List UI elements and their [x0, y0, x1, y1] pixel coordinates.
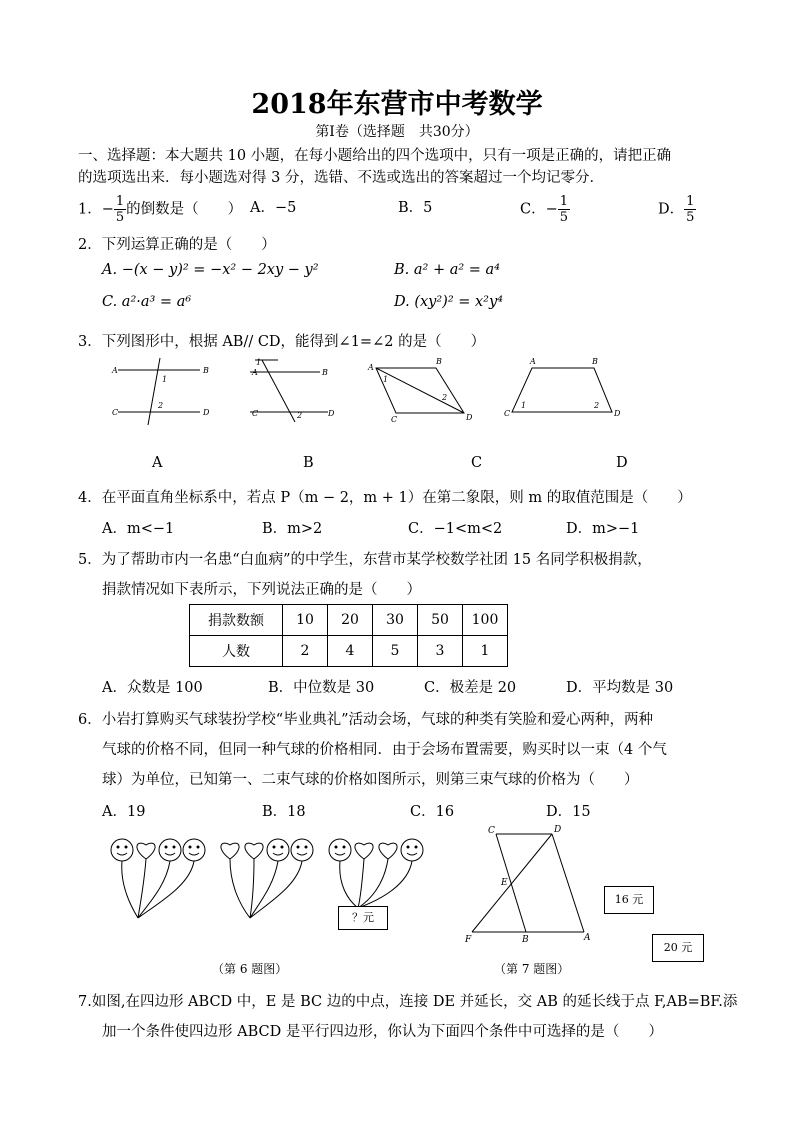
table-cell: 30	[373, 605, 418, 636]
fig7-label-f: F	[465, 935, 472, 945]
q3-figure-b	[250, 358, 335, 422]
q1-option-c[interactable]	[520, 194, 570, 225]
q1-c-frac-den: 5	[559, 210, 569, 225]
q1-c-label: C．	[520, 201, 546, 218]
question-1	[78, 194, 242, 225]
smile-balloon-icon	[401, 839, 423, 861]
fig7-seg-df	[472, 834, 552, 932]
q1-neg: −	[101, 201, 114, 218]
q1-stem: 的倒数是（ ）	[126, 201, 243, 218]
q1-option-b[interactable]: B．5	[398, 200, 433, 216]
question-7-line1: 7.如图,在四边形 ABCD 中，E 是 BC 边的中点，连接 DE 并延长，交 AB 的延长线于点 F,AB=BF.添	[78, 994, 738, 1010]
fig-b-angle-1: 1	[256, 358, 262, 367]
fig-a-label-a: A	[112, 366, 118, 375]
fig-a-label-c: C	[112, 408, 119, 417]
q1-c-neg: −	[545, 201, 558, 218]
section-subtitle: 第Ⅰ卷（选择题 共30分）	[315, 124, 479, 140]
fig-c-angle-2: 2	[442, 393, 448, 402]
q1-c-fraction	[558, 194, 570, 225]
heart-balloon-icon	[137, 843, 155, 859]
fig-d-angle-1: 1	[521, 401, 527, 410]
question-6-line3: 球）为单位，已知第一、二束气球的价格如图所示，则第三束气球的价格为（ ）	[102, 772, 639, 788]
fig-b-label-d: D	[328, 409, 335, 418]
fig-d-label-a: A	[530, 357, 536, 366]
smile-balloon-icon	[159, 839, 181, 861]
q3-figure-a	[111, 358, 210, 425]
q4-option-c[interactable]: C．−1<m<2	[408, 521, 503, 537]
instructions-line2: 的选项选出来．每小题选对得 3 分，选错、不选或选出的答案超过一个均记零分．	[78, 170, 604, 186]
fig-c-label-c: C	[391, 415, 398, 424]
q2-option-a[interactable]: A. −(x − y)² = −x² − 2xy − y²	[102, 262, 319, 278]
q1-number: 1．	[78, 201, 102, 218]
q3-figures	[100, 350, 660, 430]
q6-option-a[interactable]: A．19	[102, 804, 146, 820]
fig-b-label-b: B	[322, 368, 328, 377]
q7-figure	[460, 820, 600, 945]
page-title: 2018年东营市中考数学	[251, 89, 543, 120]
heart-balloon-icon	[221, 843, 239, 859]
q2-option-b[interactable]: B. a² + a² = a⁴	[394, 262, 500, 278]
q1-d-frac-num: 1	[686, 194, 695, 209]
q6-option-c[interactable]: C．16	[410, 804, 455, 820]
q1-frac-den: 5	[115, 210, 125, 225]
q5-option-c[interactable]: C．极差是 20	[424, 680, 517, 696]
fig-b-angle-2: 2	[297, 411, 303, 420]
table-cell: 10	[283, 605, 328, 636]
table-row	[190, 636, 508, 667]
q3-figure-d	[504, 357, 621, 418]
q6-option-b[interactable]: B．18	[262, 804, 306, 820]
fig-c-diagonal	[376, 368, 464, 413]
heart-balloon-icon	[379, 843, 397, 859]
question-3: 3．下列图形中，根据 AB// CD，能得到∠1=∠2 的是（ ）	[78, 334, 486, 350]
table-row	[190, 605, 508, 636]
fig-d-label-c: C	[504, 409, 511, 418]
q1-option-d[interactable]	[658, 194, 696, 225]
q2-option-d[interactable]: D. (xy²)² = x²y⁴	[394, 294, 503, 310]
fig-a-angle-1: 1	[162, 375, 168, 384]
smile-balloon-icon	[267, 839, 289, 861]
question-6-line1: 6．小岩打算购买气球装扮学校“毕业典礼”活动会场，气球的种类有笑脸和爱心两种，两种	[78, 712, 654, 728]
q3-figure-c	[367, 357, 473, 424]
q3-option-d[interactable]: D	[616, 455, 628, 471]
q5-option-a[interactable]: A．众数是 100	[102, 680, 203, 696]
q3-option-b[interactable]: B	[303, 455, 314, 471]
question-6-line2: 气球的价格不同，但同一种气球的价格相同．由于会场布置需要，购买时以一束（4 个气	[102, 742, 667, 758]
table-cell: 100	[463, 605, 508, 636]
fig-d-label-b: B	[592, 357, 598, 366]
table-cell: 4	[328, 636, 373, 667]
balloon-bunch-3	[329, 839, 423, 908]
price-tag-16: 16 元	[604, 886, 654, 914]
instructions-line1: 一、选择题：本大题共 10 小题，在每小题给出的四个选项中，只有一项是正确的，请把正确	[78, 148, 672, 164]
smile-balloon-icon	[291, 839, 313, 861]
q1-d-frac-den: 5	[686, 210, 695, 225]
smile-balloon-icon	[111, 839, 133, 861]
q6-figure-caption: （第 6 题图）	[212, 962, 288, 976]
table-cell: 2	[283, 636, 328, 667]
q4-option-d[interactable]: D．m>−1	[566, 521, 640, 537]
question-5-line2: 捐款情况如下表所示，下列说法正确的是（ ）	[102, 582, 421, 598]
fig-c-angle-1: 1	[383, 375, 389, 384]
table-cell: 20	[328, 605, 373, 636]
price-tag-20: 20 元	[652, 934, 704, 962]
q5-option-d[interactable]: D．平均数是 30	[566, 680, 674, 696]
table-cell: 3	[418, 636, 463, 667]
question-5-line1: 5．为了帮助市内一名患“白血病”的中学生，东营市某学校数学社团 15 名同学积极捐款，	[78, 552, 652, 568]
fig-a-angle-2: 2	[158, 401, 164, 410]
table-cell: 50	[418, 605, 463, 636]
fig-b-label-c: C	[252, 409, 259, 418]
donation-table	[189, 604, 508, 667]
fig7-label-c: C	[488, 826, 495, 836]
smile-balloon-icon	[329, 839, 351, 861]
q3-option-c[interactable]: C	[471, 455, 483, 471]
q1-c-frac-num: 1	[559, 194, 569, 209]
q4-option-b[interactable]: B．m>2	[262, 521, 323, 537]
table-cell: 人数	[190, 636, 283, 667]
q6-option-d[interactable]: D．15	[546, 804, 591, 820]
fig-b-transversal	[262, 360, 295, 422]
fig-a-label-d: D	[203, 408, 210, 417]
fig-d-angle-2: 2	[594, 401, 600, 410]
q6-balloons-figure	[100, 830, 440, 930]
fig-b-label-a: A	[252, 368, 258, 377]
price-tag-unknown: ？元	[338, 906, 388, 930]
heart-balloon-icon	[245, 843, 263, 859]
q3-option-a[interactable]: A	[152, 455, 163, 471]
fig7-label-a: A	[584, 933, 591, 943]
question-2: 2．下列运算正确的是（ ）	[78, 237, 276, 253]
table-cell: 1	[463, 636, 508, 667]
heart-balloon-icon	[355, 843, 373, 859]
fig7-label-d: D	[554, 825, 562, 835]
q1-frac-num: 1	[115, 194, 125, 209]
fig7-label-e: E	[501, 878, 508, 888]
table-cell: 5	[373, 636, 418, 667]
balloon-bunch-2	[221, 839, 313, 918]
q1-d-fraction	[684, 194, 696, 225]
table-cell: 捐款数额	[190, 605, 283, 636]
fig-d-label-d: D	[614, 409, 621, 418]
q4-option-a[interactable]: A．m<−1	[102, 521, 175, 537]
q1-option-a[interactable]: A．−5	[250, 200, 297, 216]
q7-figure-caption: （第 7 题图）	[494, 962, 570, 976]
q5-option-b[interactable]: B．中位数是 30	[268, 680, 375, 696]
q2-option-c[interactable]: C. a²·a³ = a⁶	[102, 294, 192, 310]
fig-c-label-d: D	[466, 413, 473, 422]
fig7-seg-da	[552, 834, 584, 932]
balloon-bunch-1	[111, 839, 205, 918]
question-7-line2: 加一个条件使四边形 ABCD 是平行四边形，你认为下面四个条件中可选择的是（ ）	[102, 1024, 663, 1040]
smile-balloon-icon	[183, 839, 205, 861]
q1-d-label: D．	[658, 201, 685, 218]
question-4: 4．在平面直角坐标系中，若点 P（m − 2，m + 1）在第二象限，则 m 的取值范围是（ ）	[78, 490, 692, 506]
fig-c-label-a: A	[368, 363, 374, 372]
fig-a-label-b: B	[203, 366, 209, 375]
fig-c-label-b: B	[436, 357, 442, 366]
fig-a-transversal	[148, 358, 160, 425]
q1-fraction	[114, 194, 126, 225]
fig7-label-b: B	[522, 935, 529, 945]
